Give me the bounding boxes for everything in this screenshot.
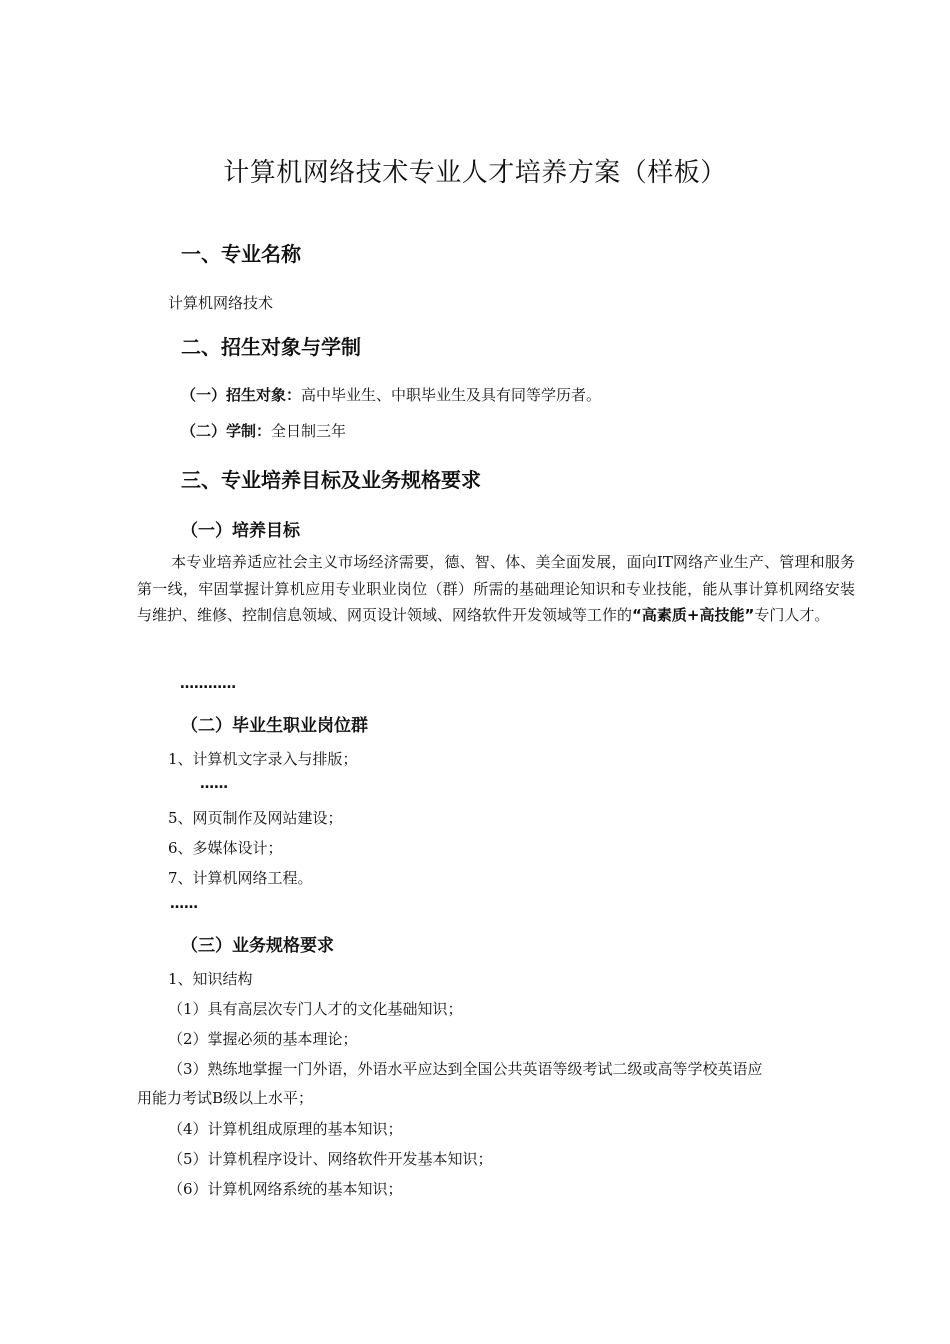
- knowledge-item: （6）计算机网络系统的基本知识；: [168, 1180, 403, 1198]
- section-2-heading: 二、招生对象与学制: [181, 335, 361, 359]
- study-duration-line: [181, 420, 346, 441]
- section-1-heading: 一、专业名称: [181, 242, 301, 266]
- knowledge-item: （5）计算机程序设计、网络软件开发基本知识；: [168, 1150, 493, 1168]
- training-goal-heading: （一）培养目标: [181, 521, 300, 541]
- major-name-text: 计算机网络技术: [168, 294, 274, 312]
- job-group-heading: （二）毕业生职业岗位群: [181, 716, 368, 736]
- job-group-ellipsis: ……: [170, 896, 198, 912]
- knowledge-item-continued: 用能力考试B级以上水平；: [137, 1089, 314, 1107]
- job-group-item: 5、网页制作及网站建设；: [168, 809, 343, 827]
- knowledge-item: （3）熟练地掌握一门外语，外语水平应达到全国公共英语等级考试二级或高等学校英语应: [168, 1060, 763, 1078]
- knowledge-item: （4）计算机组成原理的基本知识；: [168, 1120, 403, 1138]
- knowledge-item: （2）掌握必须的基本理论；: [168, 1030, 358, 1048]
- job-group-ellipsis: ……: [200, 776, 228, 792]
- enrollment-target-label: （一）招生对象：: [181, 386, 302, 404]
- job-group-item: 1、计算机文字录入与排版；: [168, 750, 358, 768]
- study-duration-text: 全日制三年: [271, 422, 347, 440]
- spec-requirements-heading: （三）业务规格要求: [181, 936, 334, 956]
- job-group-item: 7、计算机网络工程。: [168, 869, 313, 887]
- enrollment-target-text: 高中毕业生、中职毕业生及具有同等学历者。: [301, 386, 602, 404]
- knowledge-structure-heading: 1、知识结构: [168, 970, 253, 988]
- enrollment-target-line: [181, 384, 601, 405]
- document-title: 计算机网络技术专业人才培养方案（样板）: [223, 158, 727, 188]
- training-goal-ellipsis: …………: [180, 676, 236, 692]
- training-goal-text-end: 专门人才。: [754, 606, 830, 624]
- training-goal-text: 本专业培养适应社会主义市场经济需要，德、智、体、美全面发展，面向IT网络产业生产、管理和服务第一线，牢固掌握计算机应用专业职业岗位（群）所需的基础理论知识和专业技能，能从事计算机网络安装与维护、维修、控制信息领域、网页设计领域、网络软件开发领域等工作的: [137, 553, 855, 624]
- training-goal-emphasis: “高素质+高技能”: [632, 606, 755, 624]
- section-3-heading: 三、专业培养目标及业务规格要求: [181, 468, 481, 492]
- training-goal-paragraph: [137, 549, 855, 629]
- job-group-item: 6、多媒体设计；: [168, 839, 283, 857]
- knowledge-item: （1）具有高层次专门人才的文化基础知识；: [168, 1000, 463, 1018]
- study-duration-label: （二）学制：: [181, 422, 272, 440]
